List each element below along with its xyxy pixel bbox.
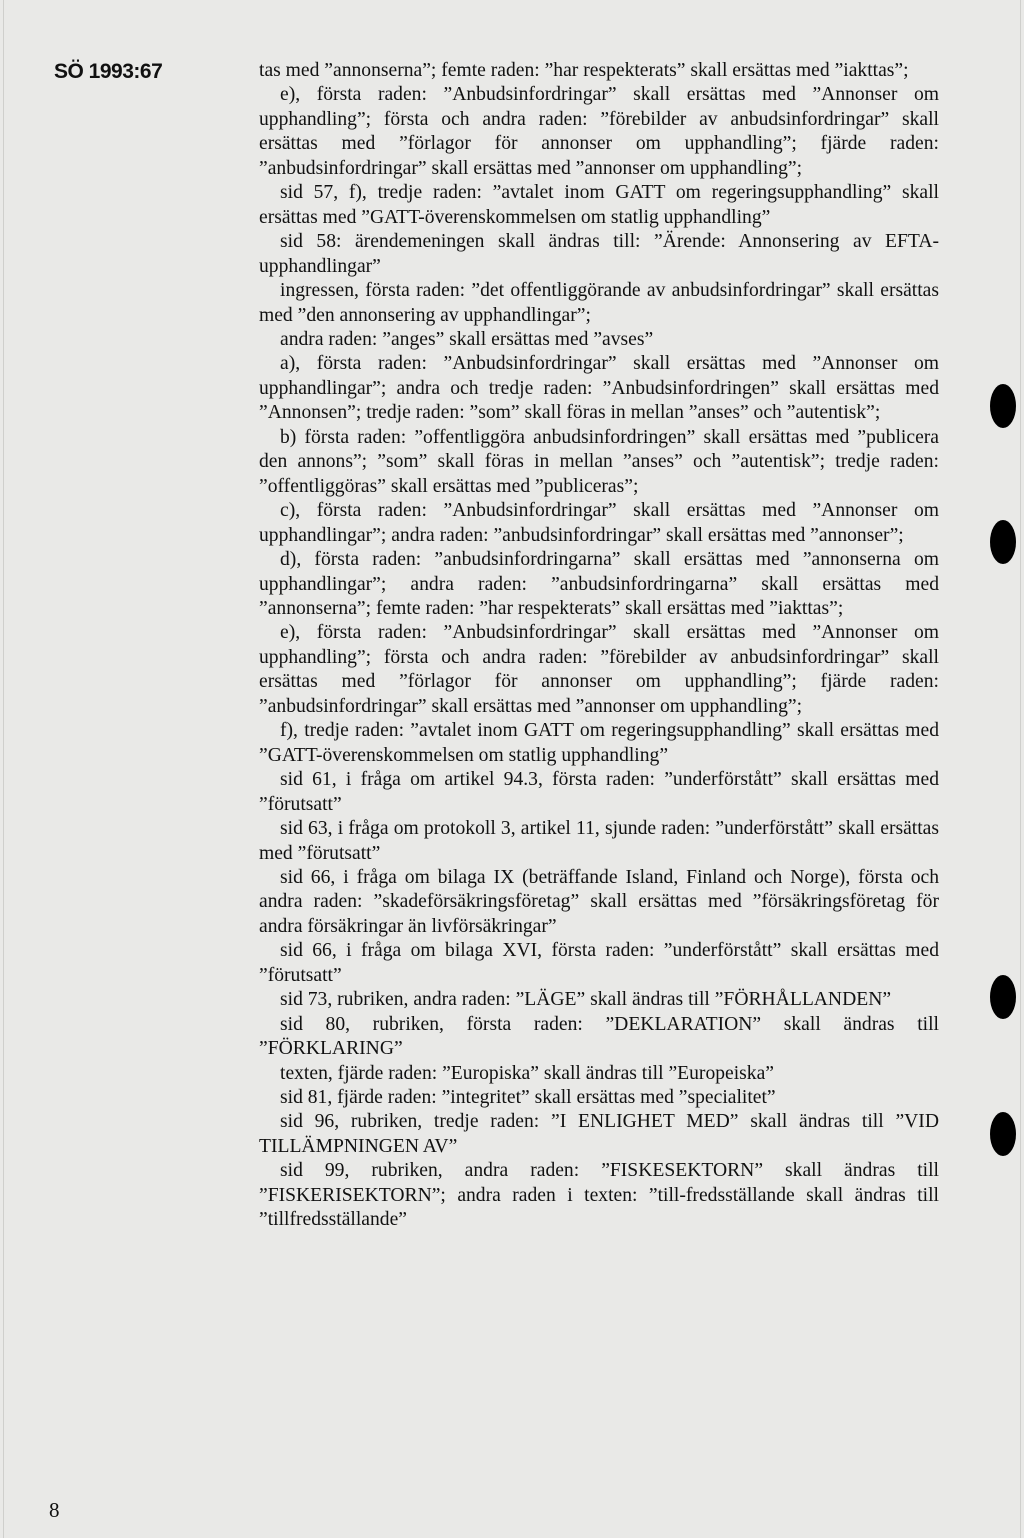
punch-hole	[990, 384, 1016, 428]
paragraph: sid 66, i fråga om bilaga IX (beträffande Island, Finland och Norge), första och andra raden: ”skadeförsäkringsföretag” skall ersättas med ”försäkringsföretag för andra försäkringar än livförsäkringar”	[259, 866, 939, 937]
punch-hole	[990, 520, 1016, 564]
punch-hole	[990, 975, 1016, 1019]
scan-edge-right	[1020, 0, 1021, 1538]
paragraph: sid 58: ärendemeningen skall ändras till: ”Ärende: Annonsering av EFTA-upphandlingar”	[259, 231, 939, 277]
paragraph: sid 66, i fråga om bilaga XVI, första raden: ”underförstått” skall ersättas med ”förutsatt”	[259, 940, 939, 986]
scan-edge-left	[3, 0, 4, 1538]
paragraph: tas med ”annonserna”; femte raden: ”har respekterats” skall ersättas med ”iakttas”;	[259, 60, 909, 81]
punch-hole	[990, 1112, 1016, 1156]
page-number: 8	[49, 1498, 60, 1522]
paragraph: d), första raden: ”anbudsinfordringarna” skall ersättas med ”annonserna om upphandlingar”; andra raden: ”anbudsinfordringarna” skall ersättas med ”annonserna”; femte raden: ”har respekterats” skall ersättas med ”iakttas”;	[259, 549, 939, 619]
series-header: SÖ 1993:67	[54, 60, 163, 83]
paragraph: c), första raden: ”Anbudsinfordringar” skall ersättas med ”Annonser om upphandlingar”; andra raden: ”anbudsinfordringar” skall ersättas med ”annonser”;	[259, 500, 939, 546]
paragraph: b) första raden: ”offentliggöra anbudsinfordringen” skall ersättas med ”publicera den annons”; ”som” skall föras in mellan ”anses” och ”autentisk”; tredje raden: ”offentliggöras” skall ersättas med ”publiceras”;	[259, 426, 939, 497]
paragraph: a), första raden: ”Anbudsinfordringar” skall ersättas med ”Annonser om upphandlingar”; andra och tredje raden: ”Anbudsinfordringen” skall ersättas med ”Annonsen”; tredje raden: ”som” skall föras in mellan ”anses” och ”autentisk”;	[259, 353, 939, 424]
amendment-text	[259, 59, 939, 1233]
paragraph: sid 96, rubriken, tredje raden: ”I ENLIGHET MED” skall ändras till ”VID TILLÄMPNINGEN AV”	[259, 1111, 939, 1157]
paragraph: sid 61, i fråga om artikel 94.3, första raden: ”underförstått” skall ersättas med ”förutsatt”	[259, 769, 939, 815]
paragraph: e), första raden: ”Anbudsinfordringar” skall ersättas med ”Annonser om upphandling”; första och andra raden: ”förebilder av anbudsinfordringar” skall ersättas med ”förlagor för annonser om upphandling”; fjärde raden: ”anbudsinfordringar” skall ersättas med ”annonser om upphandling”;	[259, 84, 939, 179]
paragraph: sid 57, f), tredje raden: ”avtalet inom GATT om regeringsupphandling” skall ersättas med ”GATT-överenskommelsen om statlig upphandling”	[259, 182, 939, 228]
paragraph: sid 63, i fråga om protokoll 3, artikel 11, sjunde raden: ”underförstått” skall ersättas med ”förutsatt”	[259, 818, 939, 864]
paragraph: sid 81, fjärde raden: ”integritet” skall ersättas med ”specialitet”	[280, 1087, 776, 1109]
paragraph: f), tredje raden: ”avtalet inom GATT om regeringsupphandling” skall ersättas med ”GATT-överenskommelsen om statlig upphandling”	[259, 720, 939, 766]
paragraph: sid 80, rubriken, första raden: ”DEKLARATION” skall ändras till ”FÖRKLARING”	[259, 1013, 939, 1060]
paragraph: e), första raden: ”Anbudsinfordringar” skall ersättas med ”Annonser om upphandling”; första och andra raden: ”förebilder av anbudsinfordringar” skall ersättas med ”förlagor för annonser om upphandling”; fjärde raden: ”anbudsinfordringar” skall ersättas med ”annonser om upphandling”;	[259, 622, 939, 717]
paragraph: andra raden: ”anges” skall ersättas med ”avses”	[280, 328, 654, 350]
paragraph: ingressen, första raden: ”det offentliggörande av anbudsinfordringar” skall ersättas med ”den annonsering av upphandlingar”;	[259, 280, 939, 326]
paragraph: sid 73, rubriken, andra raden: ”LÄGE” skall ändras till ”FÖRHÅLLANDEN”	[280, 989, 892, 1011]
paragraph: sid 99, rubriken, andra raden: ”FISKESEKTORN” skall ändras till ”FISKERISEKTORN”; andra raden i texten: ”till-fredsställande skall ändras till ”tillfredsställande”	[259, 1160, 939, 1231]
paragraph: texten, fjärde raden: ”Europiska” skall ändras till ”Europeiska”	[280, 1062, 774, 1084]
